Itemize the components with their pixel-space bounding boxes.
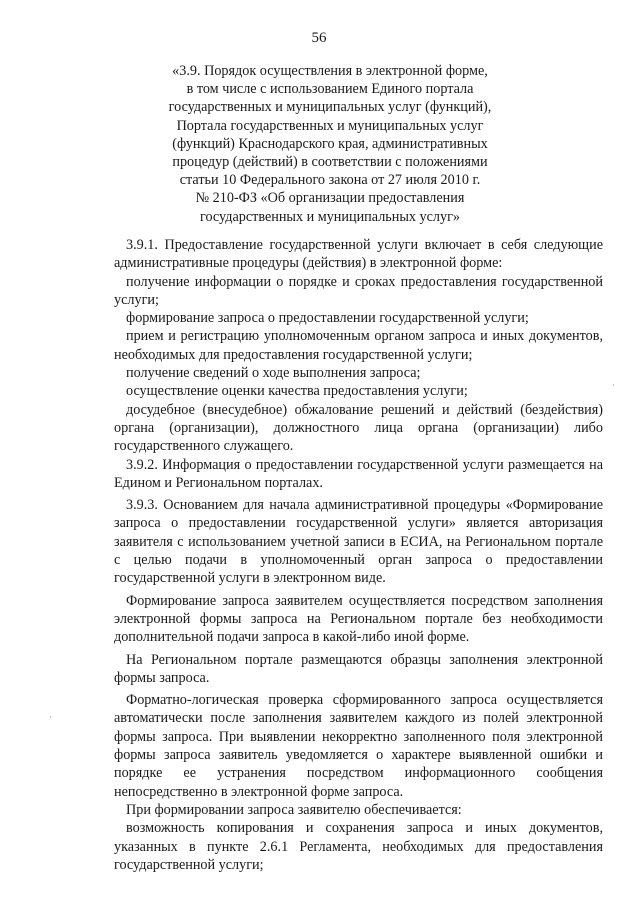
heading-line: в том числе с использованием Единого портала — [186, 81, 474, 98]
heading-line: государственных и муниципальных услуг (функций), — [168, 99, 492, 116]
heading-line: Портала государственных и муниципальных услуг — [176, 117, 484, 134]
heading-line: «3.9. Порядок осуществления в электронной форме, — [172, 63, 488, 79]
paragraph: Формирование запроса заявителем осуществляется посредством заполнения электронной формы запроса на Региональном портале без необходимости дополнительной подачи запроса в какой-либо иной форме. — [114, 592, 603, 646]
heading-line: № 210-ФЗ «Об организации предоставления — [195, 190, 465, 207]
paragraph: При формировании запроса заявителю обеспечивается: — [126, 801, 462, 818]
scan-speck: · — [608, 383, 619, 387]
heading-line: (функций) Краснодарского края, административных — [172, 135, 488, 152]
heading-line: процедур (действий) в соответствии с положениями — [172, 154, 488, 171]
list-item: получение сведений о ходе выполнения запроса; — [126, 365, 421, 382]
list-item: прием и регистрацию уполномоченным органом запроса и иных документов, необходимых для предоставления государственной услуги; — [114, 328, 603, 363]
scan-speck: · — [49, 712, 52, 722]
list-item: досудебное (внесудебное) обжалование решений и действий (бездействия) органа (организации), должностного лица органа (организации) либо государственного служащего. — [114, 401, 603, 455]
heading-line: государственных и муниципальных услуг» — [200, 208, 460, 225]
paragraph-3-9-2: 3.9.2. Информация о предоставлении государственной услуги размещается на Едином и Региональном порталах. — [114, 456, 603, 491]
list-item: осуществление оценки качества предоставления услуги; — [126, 383, 468, 400]
paragraph-3-9-1: 3.9.1. Предоставление государственной услуги включает в себя следующие административные процедуры (действия) в электронной форме: — [114, 237, 603, 272]
page-number: 56 — [311, 30, 327, 46]
paragraph: На Региональном портале размещаются образцы заполнения электронной формы запроса. — [114, 651, 603, 686]
body-text — [114, 236, 603, 874]
paragraph-3-9-3: 3.9.3. Основанием для начала административной процедуры «Формирование запроса о предоставлении государственной услуги» является авторизация заявителя с использованием учетной записи в ЕСИА, на Региональном портале с целью подачи в уполномоченный орган запроса о предоставлении государственной услуги в электронном виде. — [114, 497, 603, 587]
section-heading — [150, 62, 510, 226]
list-item: возможность копирования и сохранения запроса и иных документов, указанных в пункте 2.6.1 Регламента, необходимых для предоставления государственной услуги; — [114, 820, 603, 873]
paragraph: Форматно-логическая проверка сформированного запроса осуществляется автоматически после заполнения заявителем каждого из полей электронной формы запроса. При выявлении некорректно заполненного поля электронной формы запроса заявитель уведомляется о характере выявленной ошибки и порядке ее устранения посредством информационного сообщения непосредственно в электронной форме запроса. — [114, 692, 603, 800]
heading-line: статьи 10 Федерального закона от 27 июля 2010 г. — [179, 172, 481, 189]
list-item: получение информации о порядке и сроках предоставления государственной услуги; — [114, 273, 603, 308]
list-item: формирование запроса о предоставлении государственной услуги; — [126, 310, 529, 327]
